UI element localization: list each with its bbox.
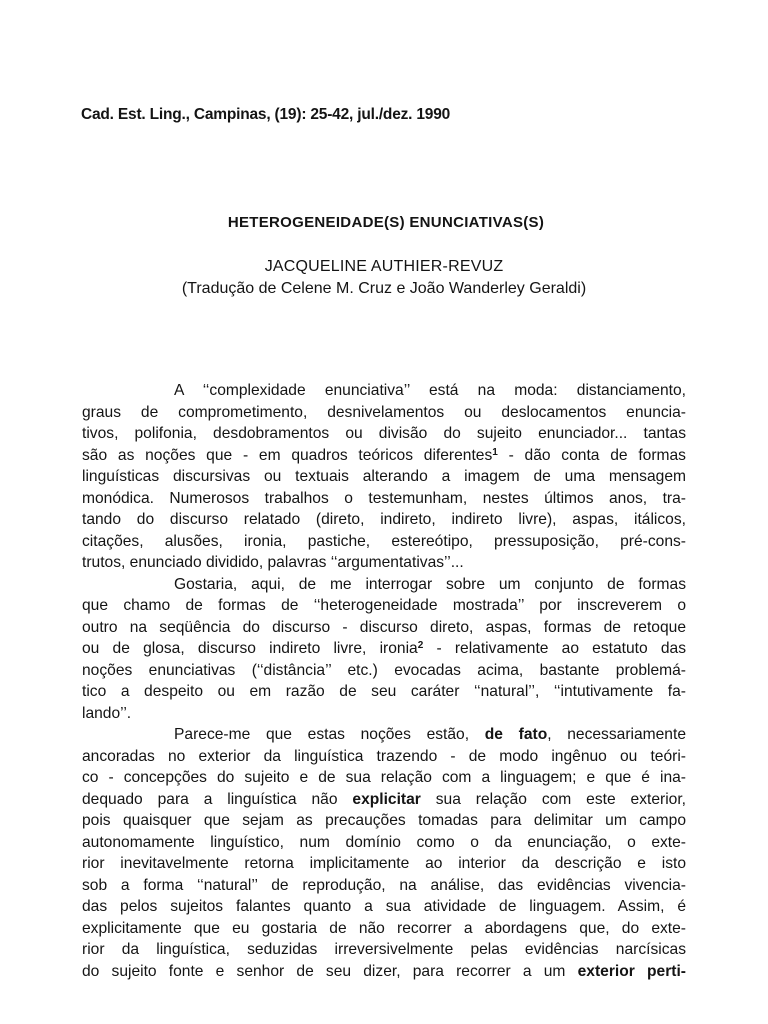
text-line: co - concepções do sujeito e de sua relação com a linguagem; e que é ina- bbox=[82, 769, 686, 786]
text-segment: - dão conta de formas bbox=[497, 446, 686, 464]
text-line: ancoradas no exterior da linguística trazendo - de modo ingênuo ou teóri- bbox=[82, 747, 686, 765]
text-line bbox=[82, 789, 686, 811]
translation-credit: (Tradução de Celene M. Cruz e João Wanderley Geraldi) bbox=[181, 280, 587, 297]
text-line: pois quaisquer que sejam as precauções tomadas para delimitar um campo bbox=[82, 812, 686, 829]
text-segment: Parece-me que estas noções estão, bbox=[174, 726, 485, 743]
emphasis-text: de fato bbox=[484, 726, 548, 743]
text-line bbox=[82, 445, 686, 467]
text-line: noções enunciativas (‘‘distância’’ etc.) evocadas acima, bastante problemá- bbox=[82, 661, 686, 679]
text-line: autonomamente linguístico, num domínio como o da enunciação, o exte- bbox=[82, 833, 686, 851]
text-line: tando do discurso relatado (direto, indireto, indireto livre), aspas, itálicos, bbox=[82, 511, 686, 528]
text-line: sob a forma ‘‘natural’’ de reprodução, na análise, das evidências vivencia- bbox=[82, 876, 686, 894]
text-line: rior da linguística, seduzidas irreversivelmente pelas evidências narcísicas bbox=[82, 941, 686, 958]
paragraph-1 bbox=[82, 380, 686, 574]
text-line: que chamo de formas de ‘‘heterogeneidade mostrada’’ por inscreverem o bbox=[82, 597, 686, 614]
text-line: citações, alusões, ironia, pastiche, estereótipo, pressuposição, pré-cons- bbox=[82, 532, 686, 550]
text-line bbox=[82, 961, 686, 983]
text-segment: são as noções que - em quadros teóricos diferentes bbox=[82, 446, 493, 464]
footnote-marker-1: 1 bbox=[492, 446, 498, 458]
text-line: monódica. Numerosos trabalhos o testemunham, nestes últimos anos, tra- bbox=[82, 489, 686, 507]
text-segment: , necessariamente bbox=[547, 726, 686, 743]
text-line: A ‘‘complexidade enunciativa’’ está na moda: distanciamento, bbox=[174, 382, 686, 399]
paragraph-3 bbox=[82, 724, 686, 982]
emphasis-text: exterior perti- bbox=[577, 962, 686, 980]
text-line: Gostaria, aqui, de me interrogar sobre um conjunto de formas bbox=[174, 575, 686, 593]
article-body bbox=[82, 380, 686, 982]
text-line: tivos, polifonia, desdobramentos ou divisão do sujeito enunciador... tantas bbox=[82, 425, 686, 442]
text-segment: - relativamente ao estatuto das bbox=[423, 640, 686, 657]
text-line bbox=[82, 638, 686, 660]
text-segment: do sujeito fonte e senhor de seu dizer, para recorrer a um bbox=[82, 962, 578, 980]
text-segment: ou de glosa, discurso indireto livre, ironia bbox=[82, 640, 418, 657]
footnote-marker-2: 2 bbox=[417, 640, 424, 651]
paragraph-2 bbox=[82, 574, 686, 725]
text-line: linguísticas discursivas ou textuais alterando a imagem de uma mensagem bbox=[82, 468, 686, 485]
text-segment: dequado para a linguística não bbox=[82, 790, 353, 808]
text-line: trutos, enunciado dividido, palavras ‘‘argumentativas’’... bbox=[82, 554, 464, 571]
article-title: HETEROGENEIDADE(S) ENUNCIATIVAS(S) bbox=[227, 214, 545, 231]
text-line: lando’’. bbox=[82, 704, 132, 722]
journal-citation: Cad. Est. Ling., Campinas, (19): 25-42, jul./dez. 1990 bbox=[81, 106, 451, 123]
text-line: outro na seqüência do discurso - discurso direto, aspas, formas de retoque bbox=[82, 618, 686, 636]
text-line: das pelos sujeitos falantes quanto a sua atividade de linguagem. Assim, é bbox=[82, 898, 686, 915]
text-line: graus de comprometimento, desnivelamentos ou deslocamentos enuncia- bbox=[82, 403, 686, 421]
text-line: rior inevitavelmente retorna implicitamente ao interior da descrição e isto bbox=[82, 855, 686, 872]
emphasis-text: explicitar bbox=[352, 790, 421, 808]
text-line: explicitamente que eu gostaria de não recorrer a abordagens que, do exte- bbox=[82, 919, 686, 937]
text-line bbox=[82, 724, 686, 746]
text-segment: sua relação com este exterior, bbox=[420, 790, 686, 808]
article-author: JACQUELINE AUTHIER-REVUZ bbox=[264, 258, 504, 275]
text-line: tico a despeito ou em razão de seu caráter ‘‘natural’’, ‘‘intutivamente fa- bbox=[82, 683, 686, 700]
